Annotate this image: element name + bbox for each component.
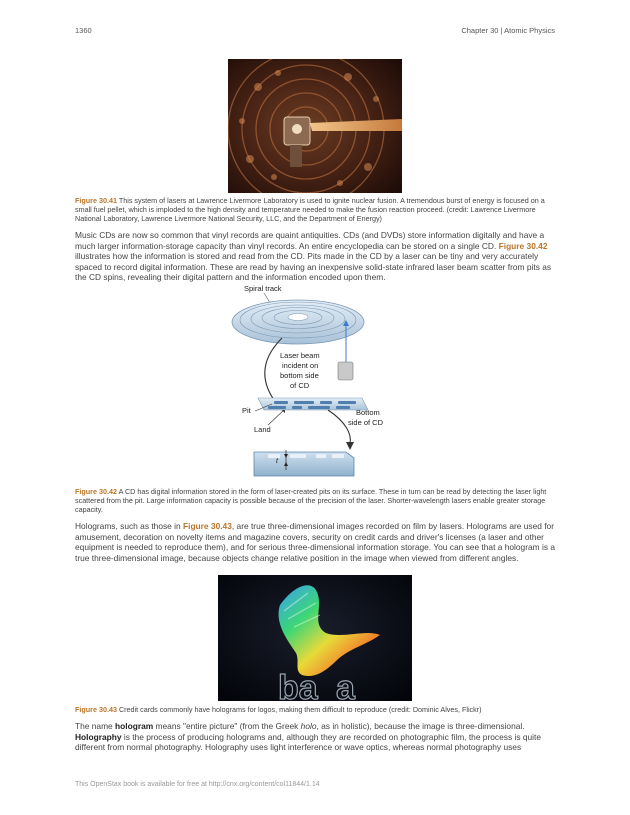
- chapter-title: Chapter 30 | Atomic Physics: [461, 26, 555, 35]
- laser-beam-label-3: bottom side: [280, 371, 319, 380]
- figure-30-43-link[interactable]: Figure 30.43: [183, 521, 232, 531]
- para3-text-4: is the process of producing holograms and, although they are recorded on photographic film, the process is quite different from normal photography. Holography uses light interference or wave optics, whereas normal photography uses: [75, 731, 541, 753]
- t-label: t: [276, 458, 278, 465]
- figure-42-text: A CD has digital information stored in the form of laser-created pits on its surface. These in turn can be read by detecting the laser light scattered from the pit. Large information capacity is possible because of the precision of the laser. Shorter-wavelength lasers enable greater storage capacity.: [75, 487, 547, 514]
- bottom-side-label-1: Bottom: [356, 408, 380, 417]
- figure-41-caption: [75, 196, 555, 223]
- para1-text-b: illustrates how the information is stored and read from the CD. Pits made in the CD by a laser can be tiny and very accurately spaced to record digital information. These are read by having an inexpensive solid-state infrared laser beam scatter from pits as the CD spins, revealing their digital pattern and the information encoded upon them.: [75, 251, 552, 283]
- pit-label: Pit: [242, 406, 251, 415]
- paragraph-holograms: [75, 521, 555, 563]
- laser-beam-label-2: incident on: [282, 361, 319, 370]
- spiral-track-label: Spiral track: [244, 284, 282, 293]
- para3-text-2: means "entire picture" (from the Greek: [155, 721, 299, 731]
- para2-text-b: , are true three-dimensional images recorded on film by lasers. Holograms are used for amusement, decoration on novelty items and magazine covers, security on credit cards and driver's licenses (a laser and other equipment is needed to reproduce them), and for serious three-dimensional information storage. You can see that a hologram is a true three-dimensional image, because objects change relative position in the image when viewed from different angles.: [75, 521, 555, 563]
- figure-41-label: Figure 30.41: [75, 196, 117, 205]
- para2-text-a: Holograms, such as those in: [75, 521, 181, 531]
- term-holo: holo: [300, 721, 317, 731]
- figure-43-text: Credit cards commonly have holograms for logos, making them difficult to reproduce (credit: Dominic Alves, Flickr): [118, 705, 482, 714]
- page-footer: This OpenStax book is available for free at http://cnx.org/content/col11844/1.14: [75, 781, 320, 788]
- paragraph-cd: [75, 230, 555, 283]
- paragraph-hologram-name: [75, 721, 555, 753]
- svg-text:a: a: [336, 669, 355, 701]
- figure-42-caption: [75, 487, 555, 514]
- svg-text:ba: ba: [278, 669, 318, 701]
- figure-43-caption: [75, 705, 555, 714]
- cd-diagram: [228, 282, 403, 482]
- page-number: 1360: [75, 26, 92, 35]
- land-label: Land: [254, 425, 271, 434]
- term-holography: Holography: [75, 731, 122, 742]
- laser-beam-label-4: of CD: [290, 381, 310, 390]
- term-hologram: hologram: [115, 721, 154, 731]
- laser-fusion-photo: [228, 59, 402, 193]
- para3-text-1: The name: [75, 721, 113, 731]
- bottom-side-label-2: side of CD: [348, 418, 384, 427]
- laser-beam-label-1: Laser beam: [280, 351, 320, 360]
- para3-text-3: , as in holistic), because the image is three-dimensional.: [316, 721, 525, 731]
- para1-text-a: Music CDs are now so common that vinyl records are quaint antiquities. CDs (and DVDs) store information digitally and have a much larger information-storage capacity than vinyl records. An entire encyclopedia can be stored on a single CD.: [75, 230, 545, 251]
- figure-30-42-link[interactable]: Figure 30.42: [498, 240, 548, 251]
- figure-42-label: Figure 30.42: [75, 487, 117, 496]
- hologram-photo: [218, 575, 412, 701]
- figure-41-text: This system of lasers at Lawrence Livermore Laboratory is used to ignite nuclear fusion. A tremendous burst of energy is focused on a small fuel pellet, which is imploded to the high density and temperature needed to make the fusion reaction proceed. (credit: Lawrence Livermore National Laboratory, Lawrence Livermore National Security, LLC, and the Department of Energy): [75, 196, 545, 223]
- figure-43-label: Figure 30.43: [75, 705, 117, 714]
